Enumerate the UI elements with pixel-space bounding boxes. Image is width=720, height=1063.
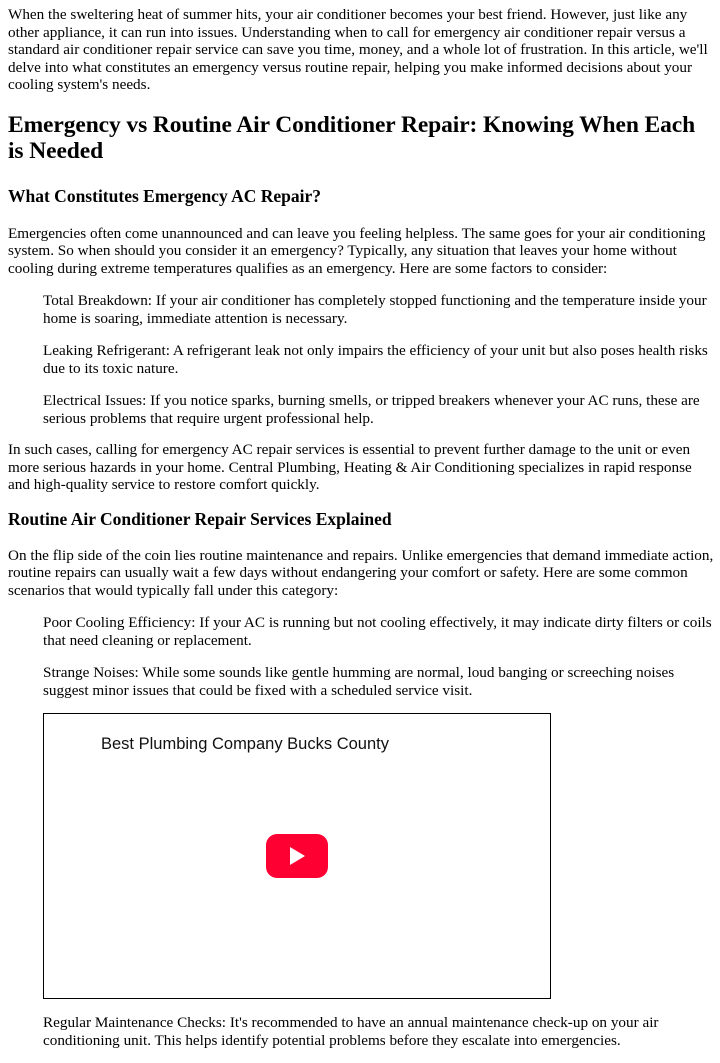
embedded-video[interactable] (43, 713, 551, 999)
section-heading-emergency: What Constitutes Emergency AC Repair? (8, 185, 322, 206)
emergency-factor-list (8, 292, 714, 427)
list-item: Strange Noises: While some sounds like gentle humming are normal, loud banging or screeching noises suggest minor issues that could be fixed with a scheduled service visit. (43, 664, 675, 699)
article-title: Emergency vs Routine Air Conditioner Repair: Knowing When Each is Needed (8, 111, 696, 164)
list-item: Leaking Refrigerant: A refrigerant leak not only impairs the efficiency of your unit but also poses health risks due to its toxic nature. (43, 342, 708, 377)
section-closing-paragraph: In such cases, calling for emergency AC repair services is essential to prevent further damage to the unit or even more serious hazards in your home. Central Plumbing, Heating & Air Conditioning specializes in rapid response and high-quality service to restore comfort quickly. (8, 441, 692, 493)
section-paragraph: On the flip side of the coin lies routine maintenance and repairs. Unlike emergencies that demand immediate action, routine repairs can usually wait a few days without endangering your comfort or safety. Here are some common scenarios that would typically fall under this category: (8, 546, 714, 599)
routine-scenario-list (8, 614, 714, 699)
article (8, 6, 714, 1063)
list-item: Regular Maintenance Checks: It's recommended to have an annual maintenance check-up on your air conditioning unit. This helps identify potential problems before they escalate into emergencies. (43, 1014, 659, 1049)
list-item: Poor Cooling Efficiency: If your AC is running but not cooling effectively, it may indicate dirty filters or coils that need cleaning or replacement. (43, 614, 712, 649)
list-item: Total Breakdown: If your air conditioner has completely stopped functioning and the temperature inside your home is soaring, immediate attention is necessary. (43, 292, 707, 327)
section-heading-routine: Routine Air Conditioner Repair Services Explained (8, 508, 392, 529)
youtube-play-icon[interactable] (266, 834, 328, 878)
list-item: Electrical Issues: If you notice sparks, burning smells, or tripped breakers whenever your AC runs, these are serious problems that require urgent professional help. (43, 392, 700, 427)
video-title[interactable]: Best Plumbing Company Bucks County (101, 735, 389, 753)
routine-scenario-list-continued (8, 1014, 714, 1049)
play-triangle-icon (288, 847, 306, 865)
section-paragraph: Emergencies often come unannounced and can leave you feeling helpless. The same goes for your air conditioning system. So when should you consider it an emergency? Typically, any situation that leaves your home without cooling during extreme temperatures qualifies as an emergency. Here are some factors to consider: (8, 224, 706, 277)
intro-paragraph: When the sweltering heat of summer hits, your air conditioner becomes your best friend. However, just like any other appliance, it can run into issues. Understanding when to call for emergency air conditioner repair versus a standard air conditioner repair service can save you time, money, and a whole lot of frustration. In this article, we'll delve into what constitutes an emergency versus routine repair, helping you make informed decisions about your cooling system's needs. (8, 6, 708, 93)
